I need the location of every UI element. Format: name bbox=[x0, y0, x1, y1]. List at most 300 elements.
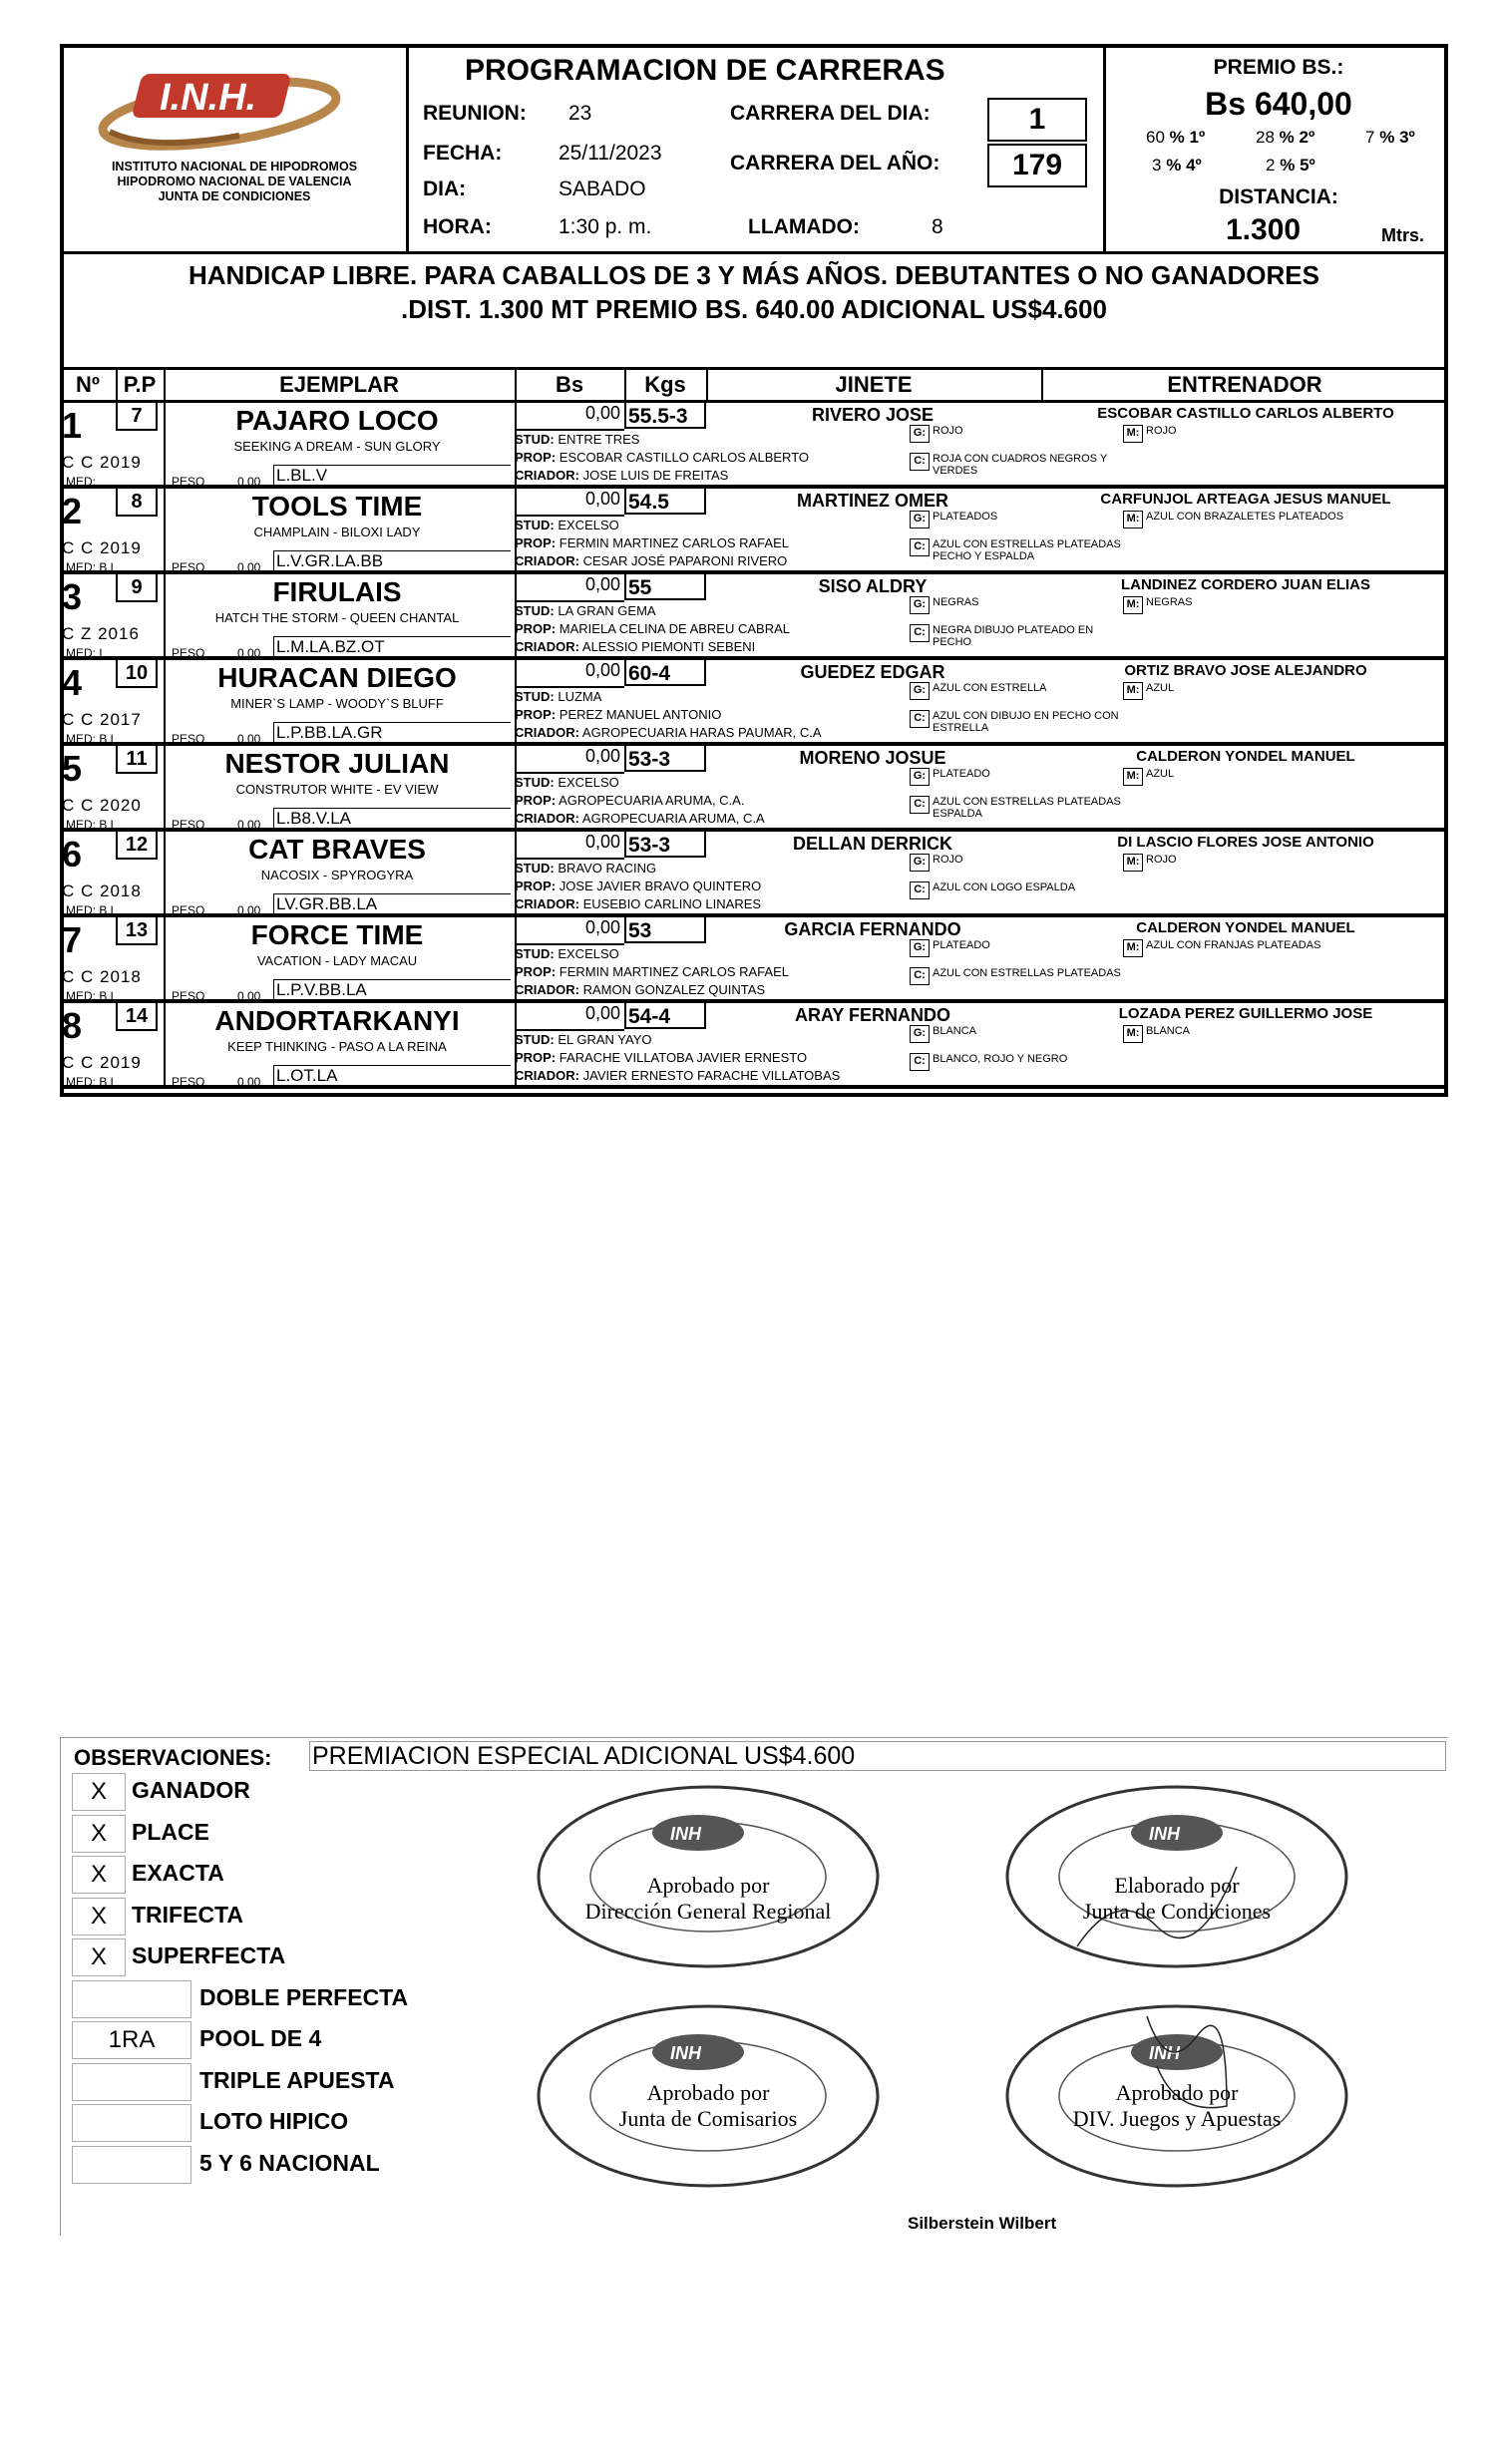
prop-line bbox=[515, 534, 914, 552]
divider bbox=[1041, 367, 1043, 403]
trainer-name: ESCOBAR CASTILLO CARLOS ALBERTO bbox=[1097, 405, 1394, 422]
prop-value: MARIELA CELINA DE ABREU CABRAL bbox=[559, 621, 790, 636]
pedigree: MINER`S LAMP - WOODY`S BLUFF bbox=[230, 696, 444, 711]
stud-value: ENTRE TRES bbox=[558, 432, 640, 447]
bet-mark-box bbox=[72, 1980, 191, 2018]
bet-mark-box bbox=[72, 2146, 191, 2184]
criador-line bbox=[515, 1067, 914, 1085]
mangas-colors bbox=[1123, 596, 1382, 614]
criador-label: CRIADOR: bbox=[515, 896, 579, 911]
prop-label: PROP: bbox=[515, 1050, 557, 1065]
col-header-kgs: Kgs bbox=[624, 367, 706, 403]
criador-line bbox=[515, 552, 914, 570]
peso-label: PESO bbox=[172, 989, 205, 1003]
conditions-line: .DIST. 1.300 MT PREMIO BS. 640.00 ADICIONAL US$4.600 bbox=[400, 294, 1108, 324]
bet-type-label: SUPERFECTA bbox=[132, 1942, 286, 1968]
equipment-codes: L.OT.LA bbox=[273, 1065, 511, 1087]
bet-mark-box: X bbox=[72, 1773, 126, 1811]
horse-entry bbox=[60, 832, 1448, 917]
entry-number: 2 bbox=[62, 491, 83, 531]
kgs-value: 54.5 bbox=[628, 491, 669, 514]
criador-value: AGROPECUARIA ARUMA, C.A bbox=[581, 811, 765, 826]
chaqueta-colors bbox=[910, 796, 1149, 820]
pedigree: NACOSIX - SPYROGYRA bbox=[260, 868, 414, 882]
c-label: C: bbox=[910, 967, 930, 985]
owner-info bbox=[515, 517, 914, 570]
stamp-line: Aprobado por bbox=[1115, 2080, 1239, 2105]
horse-name: NESTOR JULIAN bbox=[224, 748, 450, 779]
llamado-value: 8 bbox=[932, 215, 943, 238]
prop-line bbox=[515, 878, 914, 895]
horse-class-year: C C 2018 bbox=[62, 967, 142, 986]
peso-label: PESO bbox=[172, 903, 205, 917]
peso-value: 0,00 bbox=[237, 989, 261, 1003]
bet-type-row bbox=[72, 2104, 471, 2142]
bs-value: 0,00 bbox=[584, 660, 620, 680]
criador-label: CRIADOR: bbox=[515, 982, 579, 997]
stud-line bbox=[515, 431, 914, 449]
bs-value: 0,00 bbox=[584, 917, 620, 937]
prop-line bbox=[515, 706, 914, 724]
criador-line bbox=[515, 467, 914, 485]
trainer-name: CALDERON YONDEL MANUEL bbox=[1136, 919, 1355, 936]
premio-value: Bs 640,00 bbox=[1205, 86, 1352, 122]
mangas-colors bbox=[1123, 682, 1382, 700]
m-value: AZUL bbox=[1146, 768, 1175, 780]
mtrs-unit: Mtrs. bbox=[1381, 225, 1425, 245]
g-value: AZUL CON ESTRELLA bbox=[933, 682, 1047, 694]
bet-type-label: DOBLE PERFECTA bbox=[199, 1983, 409, 2010]
horse-entry bbox=[60, 660, 1448, 746]
svg-text:INH: INH bbox=[1149, 1824, 1180, 1844]
bet-type-row bbox=[72, 1980, 471, 2018]
peso-label: PESO bbox=[172, 560, 205, 574]
prize-info bbox=[1103, 44, 1448, 251]
m-value: BLANCA bbox=[1146, 1025, 1191, 1037]
horse-name: PAJARO LOCO bbox=[235, 405, 439, 436]
g-value: PLATEADO bbox=[933, 939, 990, 951]
stud-value: EXCELSO bbox=[558, 775, 619, 790]
stamp-line: Aprobado por bbox=[646, 1873, 770, 1898]
medication: MED: B.L bbox=[66, 1075, 118, 1089]
race-program-sheet bbox=[60, 44, 1448, 1097]
g-label: G: bbox=[910, 854, 930, 872]
c-value: AZUL CON ESTRELLAS PLATEADAS ESPALDA bbox=[933, 796, 1121, 820]
stud-line bbox=[515, 945, 914, 963]
stud-value: LA GRAN GEMA bbox=[558, 603, 656, 618]
horse-entry bbox=[60, 746, 1448, 832]
criador-line bbox=[515, 810, 914, 828]
trainer-name: ORTIZ BRAVO JOSE ALEJANDRO bbox=[1124, 662, 1367, 679]
stud-label: STUD: bbox=[515, 689, 555, 704]
trainer-name: LANDINEZ CORDERO JUAN ELIAS bbox=[1120, 576, 1370, 593]
distancia-label: DISTANCIA: bbox=[1219, 185, 1338, 208]
institution-lines bbox=[60, 160, 409, 204]
horse-class-year: C Z 2016 bbox=[62, 624, 140, 643]
prop-label: PROP: bbox=[515, 879, 557, 893]
bet-mark-box: X bbox=[72, 1898, 126, 1936]
trainer-name: LOZADA PEREZ GUILLERMO JOSE bbox=[1118, 1005, 1373, 1022]
stud-label: STUD: bbox=[515, 861, 555, 876]
prop-label: PROP: bbox=[515, 707, 557, 722]
peso-value: 0,00 bbox=[237, 560, 261, 574]
stud-value: BRAVO RACING bbox=[558, 861, 657, 876]
peso-label: PESO bbox=[172, 1075, 205, 1089]
obs-label: OBSERVACIONES: bbox=[74, 1745, 272, 1770]
bet-type-label: LOTO HIPICO bbox=[199, 2108, 349, 2134]
bs-value: 0,00 bbox=[584, 746, 620, 766]
bet-mark-box bbox=[72, 2063, 191, 2101]
c-value: NEGRA DIBUJO PLATEADO EN PECHO bbox=[933, 624, 1094, 648]
criador-value: JAVIER ERNESTO FARACHE VILLATOBAS bbox=[582, 1068, 841, 1083]
bet-type-label: PLACE bbox=[132, 1818, 209, 1845]
pedigree: VACATION - LADY MACAU bbox=[256, 953, 418, 968]
stud-value: EL GRAN YAYO bbox=[558, 1032, 652, 1047]
chaqueta-colors bbox=[910, 453, 1149, 477]
c-label: C: bbox=[910, 624, 930, 642]
c-label: C: bbox=[910, 796, 930, 814]
gorra-colors bbox=[910, 682, 1119, 700]
owner-info bbox=[515, 945, 914, 999]
dia-value: SABADO bbox=[559, 177, 646, 200]
c-value: BLANCO, ROJO Y NEGRO bbox=[933, 1053, 1068, 1065]
jockey-name: SISO ALDRY bbox=[818, 576, 928, 596]
bet-type-label: EXACTA bbox=[132, 1860, 224, 1886]
g-value: ROJO bbox=[933, 854, 963, 866]
prop-line bbox=[515, 963, 914, 981]
observations-section bbox=[60, 1737, 1448, 2236]
divider bbox=[624, 367, 626, 403]
hora-label: HORA: bbox=[423, 215, 492, 238]
g-label: G: bbox=[910, 682, 930, 700]
horse-class-year: C C 2017 bbox=[62, 710, 142, 729]
m-label: M: bbox=[1123, 425, 1143, 443]
llamado-label: LLAMADO: bbox=[748, 215, 860, 238]
divider bbox=[706, 367, 708, 403]
horse-class-year: C C 2020 bbox=[62, 796, 142, 815]
criador-value: JOSE LUIS DE FREITAS bbox=[582, 468, 729, 483]
peso-label: PESO bbox=[172, 818, 205, 832]
post-position: 12 bbox=[116, 832, 158, 860]
g-label: G: bbox=[910, 1025, 930, 1043]
g-label: G: bbox=[910, 939, 930, 957]
post-position: 13 bbox=[116, 917, 158, 945]
criador-value: AGROPECUARIA HARAS PAUMAR, C.A bbox=[581, 725, 822, 740]
kgs-value: 60-4 bbox=[628, 662, 671, 685]
entry-number: 5 bbox=[62, 748, 83, 789]
prop-label: PROP: bbox=[515, 535, 557, 550]
c-label: C: bbox=[910, 710, 930, 728]
bet-type-label: GANADOR bbox=[132, 1777, 250, 1803]
horse-name: ANDORTARKANYI bbox=[214, 1005, 460, 1036]
prop-value: JOSE JAVIER BRAVO QUINTERO bbox=[559, 879, 762, 893]
prop-label: PROP: bbox=[515, 621, 557, 636]
criador-line bbox=[515, 724, 914, 742]
col-header-bs: Bs bbox=[515, 367, 624, 403]
logo-area bbox=[60, 44, 409, 251]
horse-name: FIRULAIS bbox=[272, 576, 402, 607]
criador-line bbox=[515, 981, 914, 999]
prop-value: FERMIN MARTINEZ CARLOS RAFAEL bbox=[559, 535, 789, 550]
m-value: AZUL bbox=[1146, 682, 1175, 694]
jockey-name: GUEDEZ EDGAR bbox=[800, 662, 945, 682]
mangas-colors bbox=[1123, 511, 1382, 528]
prop-line bbox=[515, 620, 914, 638]
stud-line bbox=[515, 774, 914, 792]
bet-type-row bbox=[72, 2021, 471, 2059]
gorra-colors bbox=[910, 596, 1119, 614]
prop-label: PROP: bbox=[515, 964, 557, 979]
jockey-name: DELLAN DERRICK bbox=[793, 834, 952, 854]
pedigree: CHAMPLAIN - BILOXI LADY bbox=[253, 525, 421, 539]
bs-value: 0,00 bbox=[584, 574, 620, 594]
institution-line: HIPODROMO NACIONAL DE VALENCIA bbox=[117, 175, 352, 188]
g-value: NEGRAS bbox=[933, 596, 979, 608]
stamp-line: Dirección General Regional bbox=[584, 1899, 832, 1924]
jockey-name: GARCIA FERNANDO bbox=[784, 919, 961, 939]
bs-value: 0,00 bbox=[584, 403, 620, 423]
m-value: AZUL CON FRANJAS PLATEADAS bbox=[1146, 939, 1321, 951]
criador-value: CESAR JOSÉ PAPARONI RIVERO bbox=[582, 553, 788, 568]
pedigree: KEEP THINKING - PASO A LA REINA bbox=[227, 1039, 447, 1054]
stamp-line: Junta de Condiciones bbox=[1082, 1899, 1272, 1924]
chaqueta-colors bbox=[910, 710, 1149, 734]
pedigree: SEEKING A DREAM - SUN GLORY bbox=[233, 439, 441, 454]
peso-value: 0,00 bbox=[237, 903, 261, 917]
stud-label: STUD: bbox=[515, 775, 555, 790]
peso-label: PESO bbox=[172, 475, 205, 489]
fecha-label: FECHA: bbox=[423, 142, 503, 165]
horse-entry bbox=[60, 574, 1448, 660]
stamp-line: DIV. Juegos y Apuestas bbox=[1072, 2106, 1282, 2131]
mangas-colors bbox=[1123, 939, 1382, 957]
criador-label: CRIADOR: bbox=[515, 553, 579, 568]
criador-label: CRIADOR: bbox=[515, 811, 579, 826]
medication: MED: B.L bbox=[66, 560, 118, 574]
g-label: G: bbox=[910, 768, 930, 786]
carrera-ano-label: CARRERA DEL AÑO: bbox=[730, 152, 940, 175]
inh-logo bbox=[90, 52, 369, 162]
col-header-jinete: JINETE bbox=[706, 367, 1041, 403]
race-conditions bbox=[60, 251, 1448, 367]
divider bbox=[164, 367, 166, 403]
bs-value: 0,00 bbox=[584, 832, 620, 852]
entry-number: 3 bbox=[62, 576, 83, 617]
bet-type-row bbox=[72, 1856, 471, 1894]
owner-info bbox=[515, 688, 914, 742]
horse-entry bbox=[60, 403, 1448, 489]
gorra-colors bbox=[910, 511, 1119, 528]
equipment-codes: L.P.BB.LA.GR bbox=[273, 722, 511, 744]
prop-value: AGROPECUARIA ARUMA, C.A. bbox=[559, 793, 745, 808]
c-label: C: bbox=[910, 881, 930, 899]
stud-value: EXCELSO bbox=[558, 518, 619, 532]
g-label: G: bbox=[910, 425, 930, 443]
stamp-line: Aprobado por bbox=[646, 2080, 770, 2105]
carrera-dia-label: CARRERA DEL DIA: bbox=[730, 102, 931, 125]
medication: MED: L bbox=[66, 646, 107, 660]
col-header-n: Nº bbox=[60, 367, 116, 403]
entry-number: 1 bbox=[62, 405, 83, 446]
equipment-codes: L.P.V.BB.LA bbox=[273, 979, 511, 1001]
stamp-line: Junta de Comisarios bbox=[618, 2106, 798, 2131]
prop-value: FERMIN MARTINEZ CARLOS RAFAEL bbox=[559, 964, 789, 979]
mangas-colors bbox=[1123, 1025, 1382, 1043]
post-position: 11 bbox=[116, 746, 158, 774]
stud-line bbox=[515, 517, 914, 534]
col-header-ejemplar: EJEMPLAR bbox=[164, 367, 515, 403]
pct-2: 28 % 2º bbox=[1256, 128, 1315, 147]
pct-1: 60 % 1º bbox=[1146, 128, 1206, 147]
chaqueta-colors bbox=[910, 881, 1149, 899]
owner-info bbox=[515, 774, 914, 828]
jockey-name: MORENO JOSUE bbox=[799, 748, 946, 768]
chaqueta-colors bbox=[910, 967, 1149, 985]
prop-line bbox=[515, 1049, 914, 1067]
divider bbox=[515, 367, 517, 403]
horse-class-year: C C 2019 bbox=[62, 453, 142, 472]
gorra-colors bbox=[910, 854, 1119, 872]
prop-line bbox=[515, 792, 914, 810]
c-label: C: bbox=[910, 1053, 930, 1071]
col-header-entrenador: ENTRENADOR bbox=[1041, 367, 1448, 403]
c-value: AZUL CON LOGO ESPALDA bbox=[933, 881, 1076, 893]
horse-name: FORCE TIME bbox=[250, 919, 424, 950]
m-label: M: bbox=[1123, 511, 1143, 528]
stud-line bbox=[515, 602, 914, 620]
criador-value: EUSEBIO CARLINO LINARES bbox=[582, 896, 762, 911]
owner-info bbox=[515, 860, 914, 913]
g-value: PLATEADO bbox=[933, 768, 990, 780]
stud-value: EXCELSO bbox=[558, 946, 619, 961]
horse-name: CAT BRAVES bbox=[248, 834, 426, 865]
criador-label: CRIADOR: bbox=[515, 725, 579, 740]
m-label: M: bbox=[1123, 768, 1143, 786]
mangas-colors bbox=[1123, 854, 1382, 872]
trainer-name: CALDERON YONDEL MANUEL bbox=[1136, 748, 1355, 765]
peso-label: PESO bbox=[172, 732, 205, 746]
bet-mark-box: 1RA bbox=[72, 2021, 191, 2059]
horse-entry bbox=[60, 1003, 1448, 1089]
entry-number: 7 bbox=[62, 919, 83, 960]
institution-line: JUNTA DE CONDICIONES bbox=[158, 189, 311, 203]
peso-value: 0,00 bbox=[237, 1075, 261, 1089]
horse-name: TOOLS TIME bbox=[251, 491, 423, 522]
signer-name: Silberstein Wilbert bbox=[908, 2214, 1057, 2233]
prop-value: ESCOBAR CASTILLO CARLOS ALBERTO bbox=[559, 450, 810, 465]
distancia-value: 1.300 bbox=[1226, 213, 1302, 246]
pedigree: CONSTRUTOR WHITE - EV VIEW bbox=[235, 782, 439, 797]
equipment-codes: L.M.LA.BZ.OT bbox=[273, 636, 511, 658]
m-label: M: bbox=[1123, 596, 1143, 614]
chaqueta-colors bbox=[910, 538, 1149, 562]
stud-label: STUD: bbox=[515, 432, 555, 447]
prop-label: PROP: bbox=[515, 793, 557, 808]
criador-line bbox=[515, 638, 914, 656]
horse-entry bbox=[60, 917, 1448, 1003]
post-position: 8 bbox=[116, 489, 158, 517]
medication: MED: B.L bbox=[66, 989, 118, 1003]
c-label: C: bbox=[910, 453, 930, 471]
stud-line bbox=[515, 688, 914, 706]
bet-type-label: TRIPLE APUESTA bbox=[199, 2066, 395, 2093]
carrera-ano-value: 179 bbox=[987, 144, 1087, 187]
owner-info bbox=[515, 431, 914, 485]
criador-label: CRIADOR: bbox=[515, 1068, 579, 1083]
mangas-colors bbox=[1123, 425, 1382, 443]
reunion-value: 23 bbox=[568, 102, 592, 125]
stud-value: LUZMA bbox=[558, 689, 602, 704]
bet-type-row bbox=[72, 1815, 471, 1853]
medication: MED: B.L bbox=[66, 732, 118, 746]
criador-line bbox=[515, 895, 914, 913]
g-value: ROJO bbox=[933, 425, 963, 437]
m-value: AZUL CON BRAZALETES PLATEADOS bbox=[1146, 511, 1344, 523]
medication: MED: bbox=[66, 475, 96, 489]
gorra-colors bbox=[910, 939, 1119, 957]
bs-value: 0,00 bbox=[584, 1003, 620, 1023]
program-info bbox=[409, 44, 1103, 251]
conditions-line: HANDICAP LIBRE. PARA CABALLOS DE 3 Y MÁS AÑOS. DEBUTANTES O NO GANADORES bbox=[188, 260, 1319, 290]
g-label: G: bbox=[910, 596, 930, 614]
g-label: G: bbox=[910, 511, 930, 528]
pedigree: HATCH THE STORM - QUEEN CHANTAL bbox=[214, 610, 460, 625]
bet-type-row bbox=[72, 2146, 471, 2184]
bet-mark-box bbox=[72, 2104, 191, 2142]
bet-type-label: POOL DE 4 bbox=[199, 2025, 322, 2051]
bet-mark-box: X bbox=[72, 1815, 126, 1853]
pct-5: 2 % 5º bbox=[1266, 156, 1315, 175]
pct-4: 3 % 4º bbox=[1152, 156, 1202, 175]
medication: MED: B.L bbox=[66, 903, 118, 917]
page-title: PROGRAMACION DE CARRERAS bbox=[465, 54, 945, 87]
obs-text: PREMIACION ESPECIAL ADICIONAL US$4.600 bbox=[309, 1741, 1446, 1771]
bet-type-row bbox=[72, 1938, 471, 1976]
owner-info bbox=[515, 602, 914, 656]
m-label: M: bbox=[1123, 1025, 1143, 1043]
carrera-dia-value: 1 bbox=[987, 98, 1087, 142]
kgs-value: 55 bbox=[628, 576, 652, 599]
g-value: BLANCA bbox=[933, 1025, 977, 1037]
equipment-codes: LV.GR.BB.LA bbox=[273, 893, 511, 915]
equipment-codes: L.B8.V.LA bbox=[273, 808, 511, 830]
horse-name: HURACAN DIEGO bbox=[217, 662, 457, 693]
dia-label: DIA: bbox=[423, 177, 467, 200]
horse-entry bbox=[60, 489, 1448, 574]
m-value: ROJO bbox=[1146, 854, 1177, 866]
m-value: NEGRAS bbox=[1146, 596, 1193, 608]
bet-type-row bbox=[72, 1773, 471, 1811]
criador-value: ALESSIO PIEMONTI SEBENI bbox=[581, 639, 756, 654]
entry-number: 6 bbox=[62, 834, 83, 875]
medication: MED: B.L bbox=[66, 818, 118, 832]
peso-value: 0,00 bbox=[237, 475, 261, 489]
prop-value: FARACHE VILLATOBA JAVIER ERNESTO bbox=[559, 1050, 808, 1065]
stud-label: STUD: bbox=[515, 946, 555, 961]
peso-value: 0,00 bbox=[237, 732, 261, 746]
g-value: PLATEADOS bbox=[933, 511, 998, 523]
kgs-value: 53-3 bbox=[628, 834, 671, 857]
peso-value: 0,00 bbox=[237, 818, 261, 832]
horse-class-year: C C 2019 bbox=[62, 538, 142, 557]
c-value: AZUL CON ESTRELLAS PLATEADAS PECHO Y ESPALDA bbox=[933, 538, 1121, 562]
svg-text:INH: INH bbox=[670, 2043, 701, 2063]
jockey-name: MARTINEZ OMER bbox=[797, 491, 948, 511]
stud-label: STUD: bbox=[515, 1032, 555, 1047]
kgs-value: 53-3 bbox=[628, 748, 671, 771]
stamp-line: Elaborado por bbox=[1114, 1873, 1240, 1898]
col-header-pp: P.P bbox=[116, 367, 164, 403]
